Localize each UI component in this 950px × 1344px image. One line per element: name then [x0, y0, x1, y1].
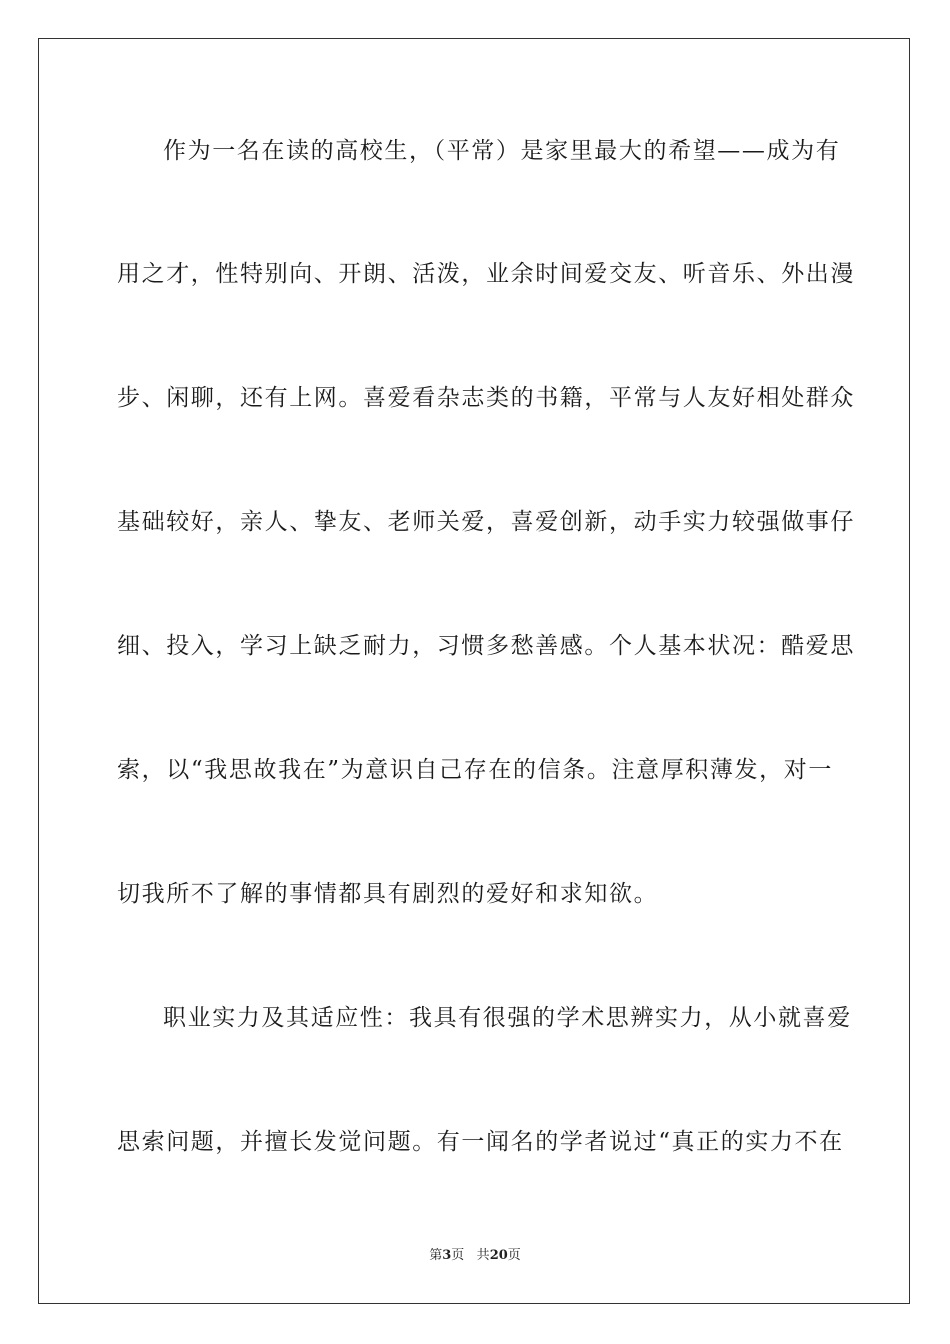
page-prefix: 第 — [429, 1248, 443, 1263]
page-footer — [0, 1247, 950, 1265]
paragraph-line: 用之才，性特别向、开朗、活泼，业余时间爱交友、听音乐、外出漫 — [117, 261, 855, 287]
paragraph-line: 基础较好，亲人、挚友、老师关爱，喜爱创新，动手实力较强做事仔 — [117, 509, 855, 535]
total-suffix: 页 — [507, 1248, 521, 1263]
total-prefix: 共 — [476, 1248, 490, 1263]
paragraph-line: 细、投入，学习上缺乏耐力，习惯多愁善感。个人基本状况：酷爱思 — [117, 633, 855, 659]
page-border — [38, 38, 910, 1304]
total-pages: 20 — [489, 1248, 508, 1263]
page-number: 3 — [442, 1248, 452, 1263]
paragraph-line: 思索问题，并擅长发觉问题。有一闻名的学者说过“真正的实力不在 — [117, 1129, 844, 1155]
paragraph-line: 步、闲聊，还有上网。喜爱看杂志类的书籍，平常与人友好相处群众 — [117, 385, 855, 411]
paragraph-line: 作为一名在读的高校生，（平常）是家里最大的希望——成为有 — [163, 138, 841, 164]
paragraph-line-last: 切我所不了解的事情都具有剧烈的爱好和求知欲。 — [117, 881, 659, 907]
paragraph-line: 职业实力及其适应性：我具有很强的学术思辨实力，从小就喜爱 — [163, 1005, 852, 1031]
paragraph-line: 索，以“我思故我在”为意识自己存在的信条。注意厚积薄发，对一 — [117, 757, 833, 783]
page-suffix: 页 — [451, 1248, 465, 1263]
